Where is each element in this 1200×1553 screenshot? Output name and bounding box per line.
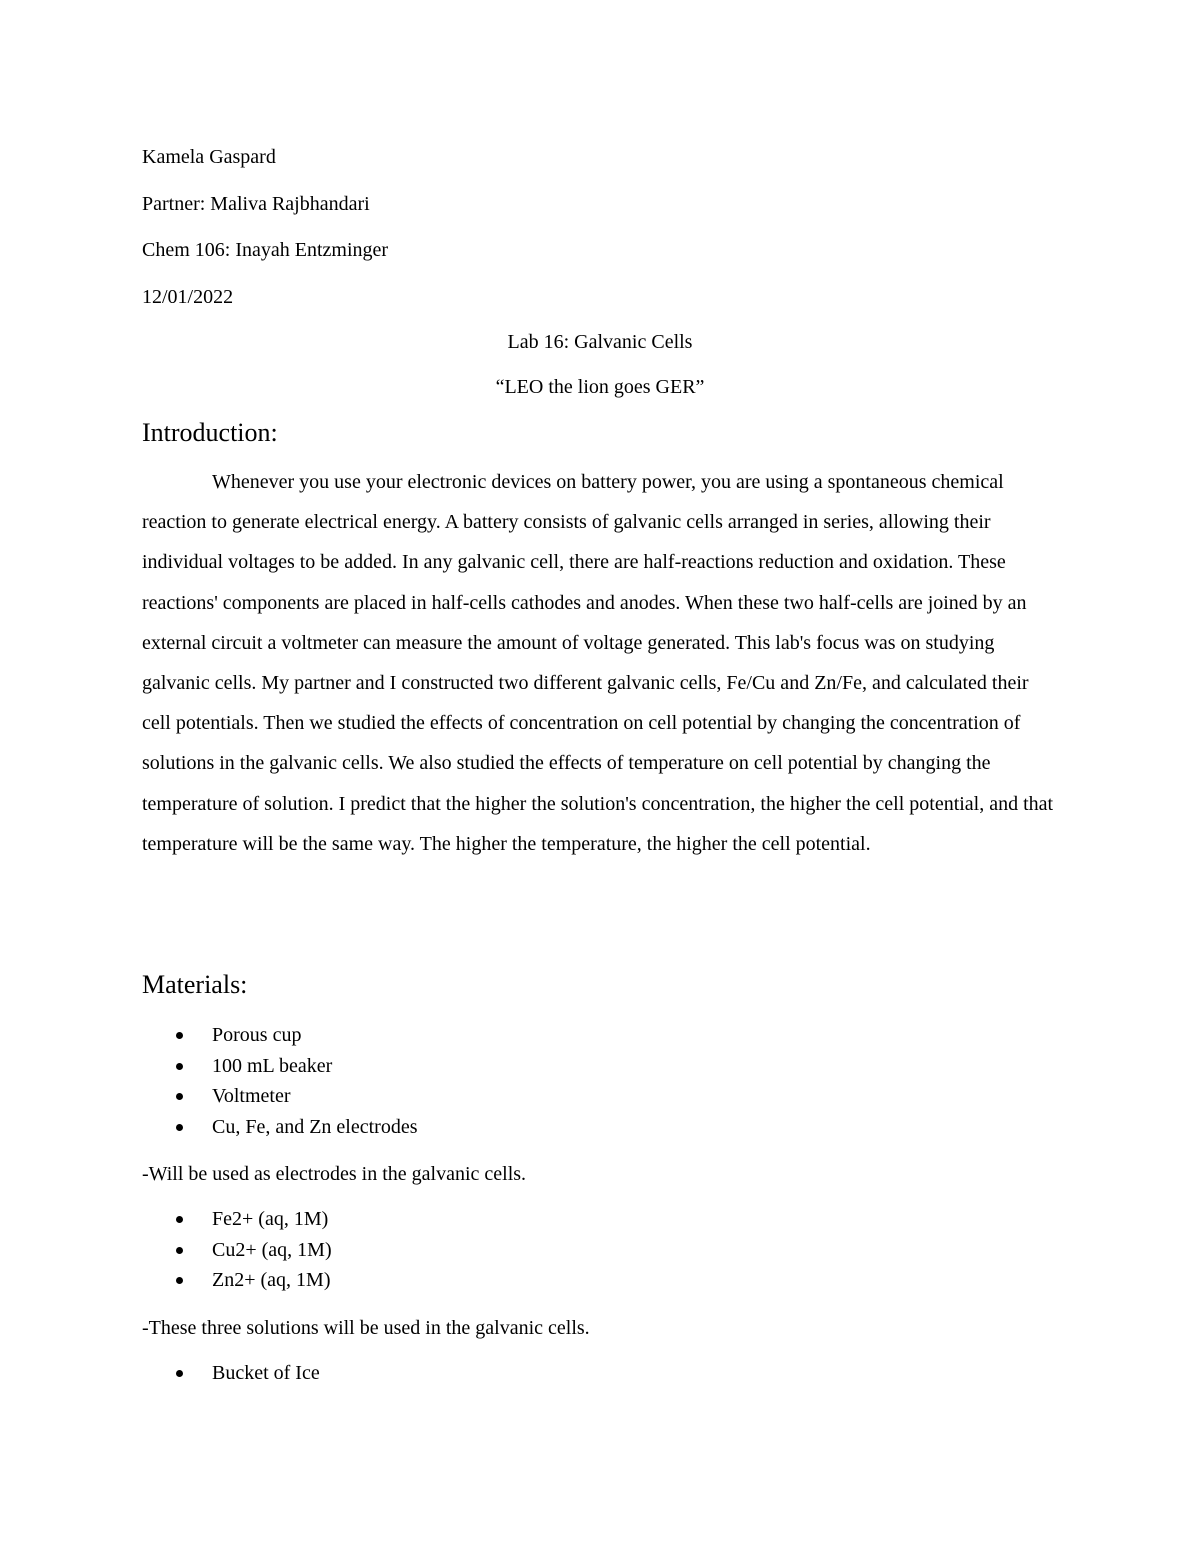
- list-item: Cu, Fe, and Zn electrodes: [142, 1112, 418, 1143]
- bullet-icon: [176, 1277, 183, 1284]
- bullet-icon: [176, 1032, 183, 1039]
- bullet-icon: [176, 1370, 183, 1377]
- list-item: Cu2+ (aq, 1M): [142, 1235, 332, 1266]
- materials-list-equipment: [142, 1020, 418, 1142]
- solutions-note: -These three solutions will be used in the galvanic cells.: [142, 1317, 590, 1339]
- list-item: Porous cup: [142, 1020, 418, 1051]
- bullet-icon: [176, 1247, 183, 1254]
- introduction-paragraph: Whenever you use your electronic devices on battery power, you are using a spontaneous chemical reaction to generate electrical energy. A battery consists of galvanic cells arranged in series, allowing their individual voltages to be added. In any galvanic cell, there are half-reactions reduction and oxidation. These reactions' components are placed in half-cells cathodes and anodes. When these two half-cells are joined by an external circuit a voltmeter can measure the amount of voltage generated. This lab's focus was on studying galvanic cells. My partner and I constructed two different galvanic cells, Fe/Cu and Zn/Fe, and calculated their cell potentials. Then we studied the effects of concentration on cell potential by changing the concentration of solutions in the galvanic cells. We also studied the effects of temperature on cell potential by changing the temperature of solution. I predict that the higher the solution's concentration, the higher the cell potential, and that temperature will be the same way. The higher the temperature, the higher the cell potential.: [142, 471, 1054, 855]
- bullet-icon: [176, 1093, 183, 1100]
- introduction-heading: Introduction:: [142, 418, 278, 447]
- electrodes-note: -Will be used as electrodes in the galvanic cells.: [142, 1163, 527, 1185]
- list-item: Voltmeter: [142, 1081, 418, 1112]
- materials-list-other: [142, 1358, 320, 1389]
- list-item: Zn2+ (aq, 1M): [142, 1265, 332, 1296]
- partner-line: Partner: Maliva Rajbhandari: [142, 193, 370, 215]
- bullet-icon: [176, 1063, 183, 1070]
- course-line: Chem 106: Inayah Entzminger: [142, 239, 389, 261]
- materials-heading: Materials:: [142, 970, 248, 999]
- author-name: Kamela Gaspard: [142, 146, 276, 168]
- list-item: Fe2+ (aq, 1M): [142, 1204, 332, 1235]
- materials-list-solutions: [142, 1204, 332, 1296]
- document-subtitle: “LEO the lion goes GER”: [495, 376, 705, 398]
- list-item: 100 mL beaker: [142, 1051, 418, 1082]
- bullet-icon: [176, 1124, 183, 1131]
- date-line: 12/01/2022: [142, 286, 234, 308]
- document-title: Lab 16: Galvanic Cells: [507, 331, 693, 353]
- list-item: Bucket of Ice: [142, 1358, 320, 1389]
- bullet-icon: [176, 1216, 183, 1223]
